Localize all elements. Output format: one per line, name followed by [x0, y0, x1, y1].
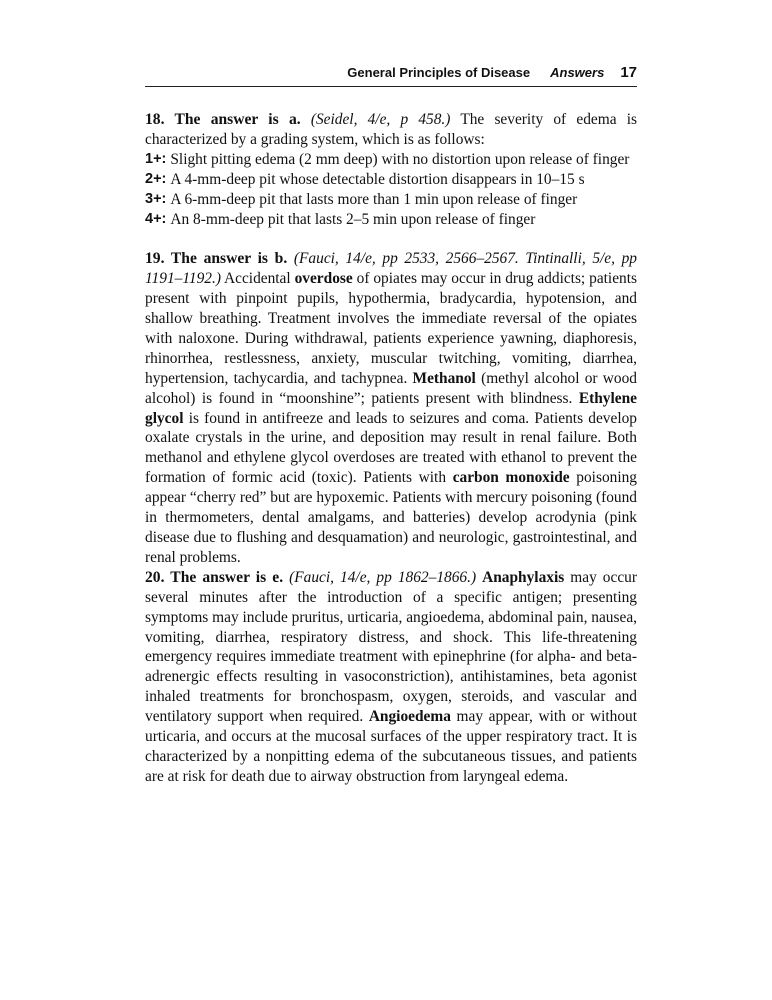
answer-19-text-4: is found in antifreeze and leads to seizures and coma. Patients develop oxalate crystals in the urine, and deposition may result in renal failure. Both methanol and ethylene glycol overdoses are treated with ethanol to prevent the formation of formic acid (toxic). Patients with: [145, 409, 637, 487]
edema-grade-item: [145, 150, 637, 170]
answer-20-reference: (Fauci, 14/e, pp 1862–1866.): [289, 568, 477, 586]
answer-20-text-1: may occur several minutes after the introduction of a specific antigen; presenting symptoms may include pruritus, urticaria, angioedema, abdominal pain, nausea, vomiting, diarrhea, respiratory distress, and shock. This life-threatening emergency requires immediate treatment with epinephrine (for alpha- and beta-adrenergic effects resulting in vasoconstriction), antihistamines, beta agonist inhaled treatments for bronchospasm, oxygen, steroids, and vascular and ventilatory support when required.: [145, 568, 637, 726]
answer-20-text-2: may appear, with or without urticaria, and occurs at the mucosal surfaces of the upper respiratory tract. It is characterized by a nonpitting edema of the subcutaneous tissues, and patients are at risk for death due to airway obstruction from laryngeal edema.: [145, 708, 637, 785]
answer-18-text: The severity of edema is characterized by a grading system, which is as follows:: [145, 111, 637, 148]
grade-key: 3+:: [145, 190, 167, 207]
grade-description: Slight pitting edema (2 mm deep) with no distortion upon release of finger: [170, 150, 630, 168]
term-overdose: overdose: [294, 270, 353, 288]
term-ethylene-glycol: Ethylene glycol: [145, 389, 637, 427]
grade-description: A 6-mm-deep pit that lasts more than 1 min upon release of finger: [170, 190, 578, 208]
answers-body: [145, 110, 637, 787]
term-methanol: Methanol: [412, 369, 476, 387]
grade-key: 2+:: [145, 170, 167, 187]
grade-description: A 4-mm-deep pit whose detectable distortion disappears in 10–15 s: [170, 170, 585, 188]
section-spacer: [145, 229, 637, 249]
edema-grade-item: [145, 190, 637, 210]
answer-19-text-3: (methyl alcohol or wood alcohol) is found in “moonshine”; patients present with blindness.: [145, 369, 637, 407]
running-header: [145, 64, 637, 87]
answer-19-lead: 19. The answer is b.: [145, 250, 288, 268]
answer-19-text-1: Accidental: [220, 270, 295, 288]
term-angioedema: Angioedema: [368, 708, 451, 726]
term-anaphylaxis: Anaphylaxis: [482, 568, 565, 586]
answer-20-lead: 20. The answer is e.: [145, 568, 284, 586]
header-answers-label: Answers: [550, 65, 605, 80]
answer-18-lead: 18. The answer is a.: [145, 111, 301, 128]
term-carbon-monoxide: carbon monoxide: [452, 469, 570, 487]
edema-grade-item: [145, 210, 637, 230]
answer-18: [145, 110, 637, 229]
answer-19-text-5: poisoning appear “cherry red” but are hypoxemic. Patients with mercury poisoning (found in thermometers, dental amalgams, and batteries) develop acrodynia (pink disease due to flushing and desquamation) and neurologic, gastrointestinal, and renal problems.: [145, 469, 638, 566]
answer-19-reference: (Fauci, 14/e, pp 2533, 2566–2567. Tintinalli, 5/e, pp 1191–1192.): [145, 250, 637, 288]
edema-grade-item: [145, 170, 637, 190]
page-number: 17: [620, 64, 637, 81]
answer-19-text-2: of opiates may occur in drug addicts; patients present with pinpoint pupils, hypothermia, bradycardia, hypotension, and shallow breathing. Treatment involves the immediate reversal of the opiates with naloxone. During withdrawal, patients experience yawning, diaphoresis, rhinorrhea, restlessness, anxiety, muscular twitching, vomiting, diarrhea, hypertension, tachycardia, and tachypnea.: [145, 270, 637, 387]
grade-key: 4+:: [145, 210, 167, 227]
answer-20: [145, 568, 637, 787]
answer-18-reference: (Seidel, 4/e, p 458.): [310, 111, 451, 128]
answer-19: [145, 249, 637, 568]
grade-description: An 8-mm-deep pit that lasts 2–5 min upon release of finger: [170, 210, 536, 228]
answer-18-intro: [145, 110, 637, 150]
header-section-title: General Principles of Disease: [347, 65, 531, 80]
edema-grade-list: [145, 150, 637, 230]
grade-key: 1+:: [145, 150, 167, 167]
